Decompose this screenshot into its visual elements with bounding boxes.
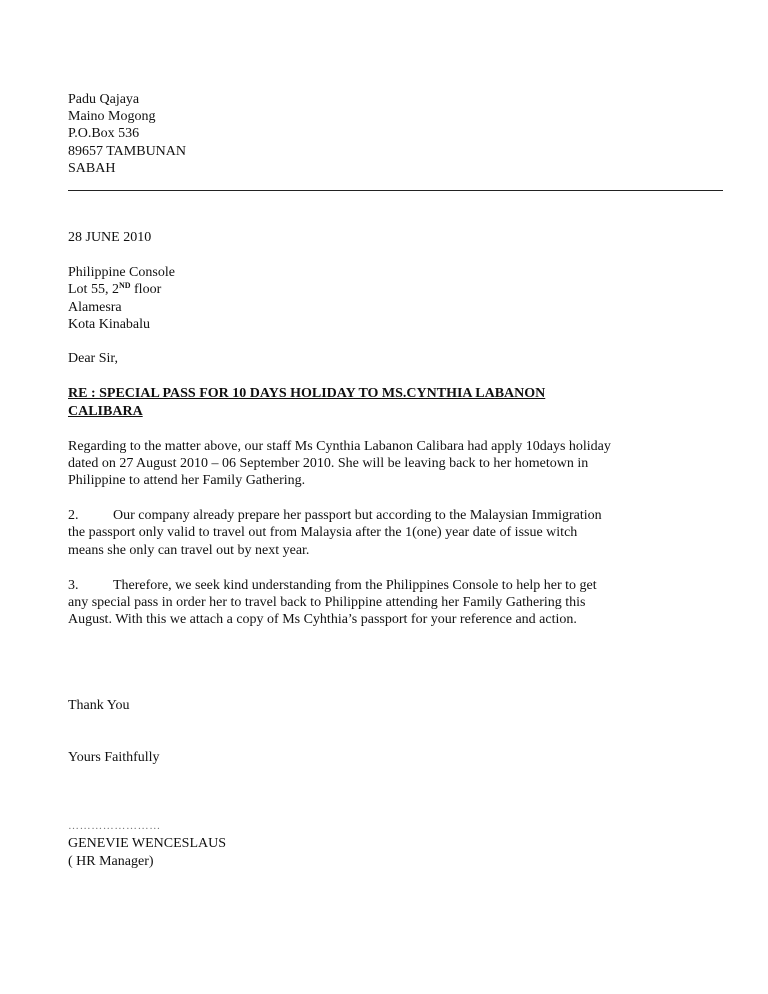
para1-line-1: Regarding to the matter above, our staff Ms Cynthia Labanon Calibara had apply 10days holiday: [68, 439, 611, 454]
para1-line-2: dated on 27 August 2010 – 06 September 2010. She will be leaving back to her hometown in: [68, 456, 589, 471]
recipient-lot: [68, 281, 161, 298]
para1-line-3: Philippine to attend her Family Gathering.: [68, 473, 306, 488]
para3-line-2: any special pass in order her to travel back to Philippine attending her Family Gathering this: [68, 595, 586, 610]
para3-line-3: August. With this we attach a copy of Ms Cyhthia’s passport for your reference and action.: [68, 612, 577, 627]
subject-line-2: CALIBARA: [68, 404, 143, 419]
sender-name: Padu Qajaya: [68, 92, 140, 107]
subject-line-1: RE : SPECIAL PASS FOR 10 DAYS HOLIDAY TO MS.CYNTHIA LABANON: [68, 386, 546, 401]
para2-line-3: means she only can travel out by next year.: [68, 543, 310, 558]
letter-date: 28 JUNE 2010: [68, 230, 152, 245]
header-divider: [68, 190, 723, 191]
recipient-lot-ordinal: ND: [118, 281, 131, 290]
signer-title: ( HR Manager): [68, 854, 154, 869]
signer-name: GENEVIE WENCESLAUS: [68, 836, 227, 851]
sender-pobox: P.O.Box 536: [68, 126, 140, 141]
recipient-lot-prefix: Lot 55, 2: [68, 282, 119, 297]
recipient-name: Philippine Console: [68, 265, 175, 280]
sender-state: SABAH: [68, 161, 116, 176]
closing-thanks: Thank You: [68, 698, 130, 713]
para2-line-1: [68, 507, 602, 524]
para2-number: 2.: [68, 508, 79, 523]
para3-number: 3.: [68, 578, 79, 593]
closing-signoff: Yours Faithfully: [68, 750, 160, 765]
sender-address-line2: Maino Mogong: [68, 109, 156, 124]
para2-first-text: Our company already prepare her passport but according to the Malaysian Immigration: [113, 508, 602, 523]
para3-line-1: [68, 577, 597, 594]
signature-line: ……………………: [68, 820, 161, 832]
recipient-area: Alamesra: [68, 300, 122, 315]
recipient-city: Kota Kinabalu: [68, 317, 151, 332]
para3-first-text: Therefore, we seek kind understanding from the Philippines Console to help her to get: [113, 578, 597, 593]
recipient-lot-suffix: floor: [130, 282, 162, 297]
sender-postcode-city: 89657 TAMBUNAN: [68, 144, 187, 159]
para2-line-2: the passport only valid to travel out from Malaysia after the 1(one) year date of issue witch: [68, 525, 578, 540]
salutation: Dear Sir,: [68, 351, 118, 366]
